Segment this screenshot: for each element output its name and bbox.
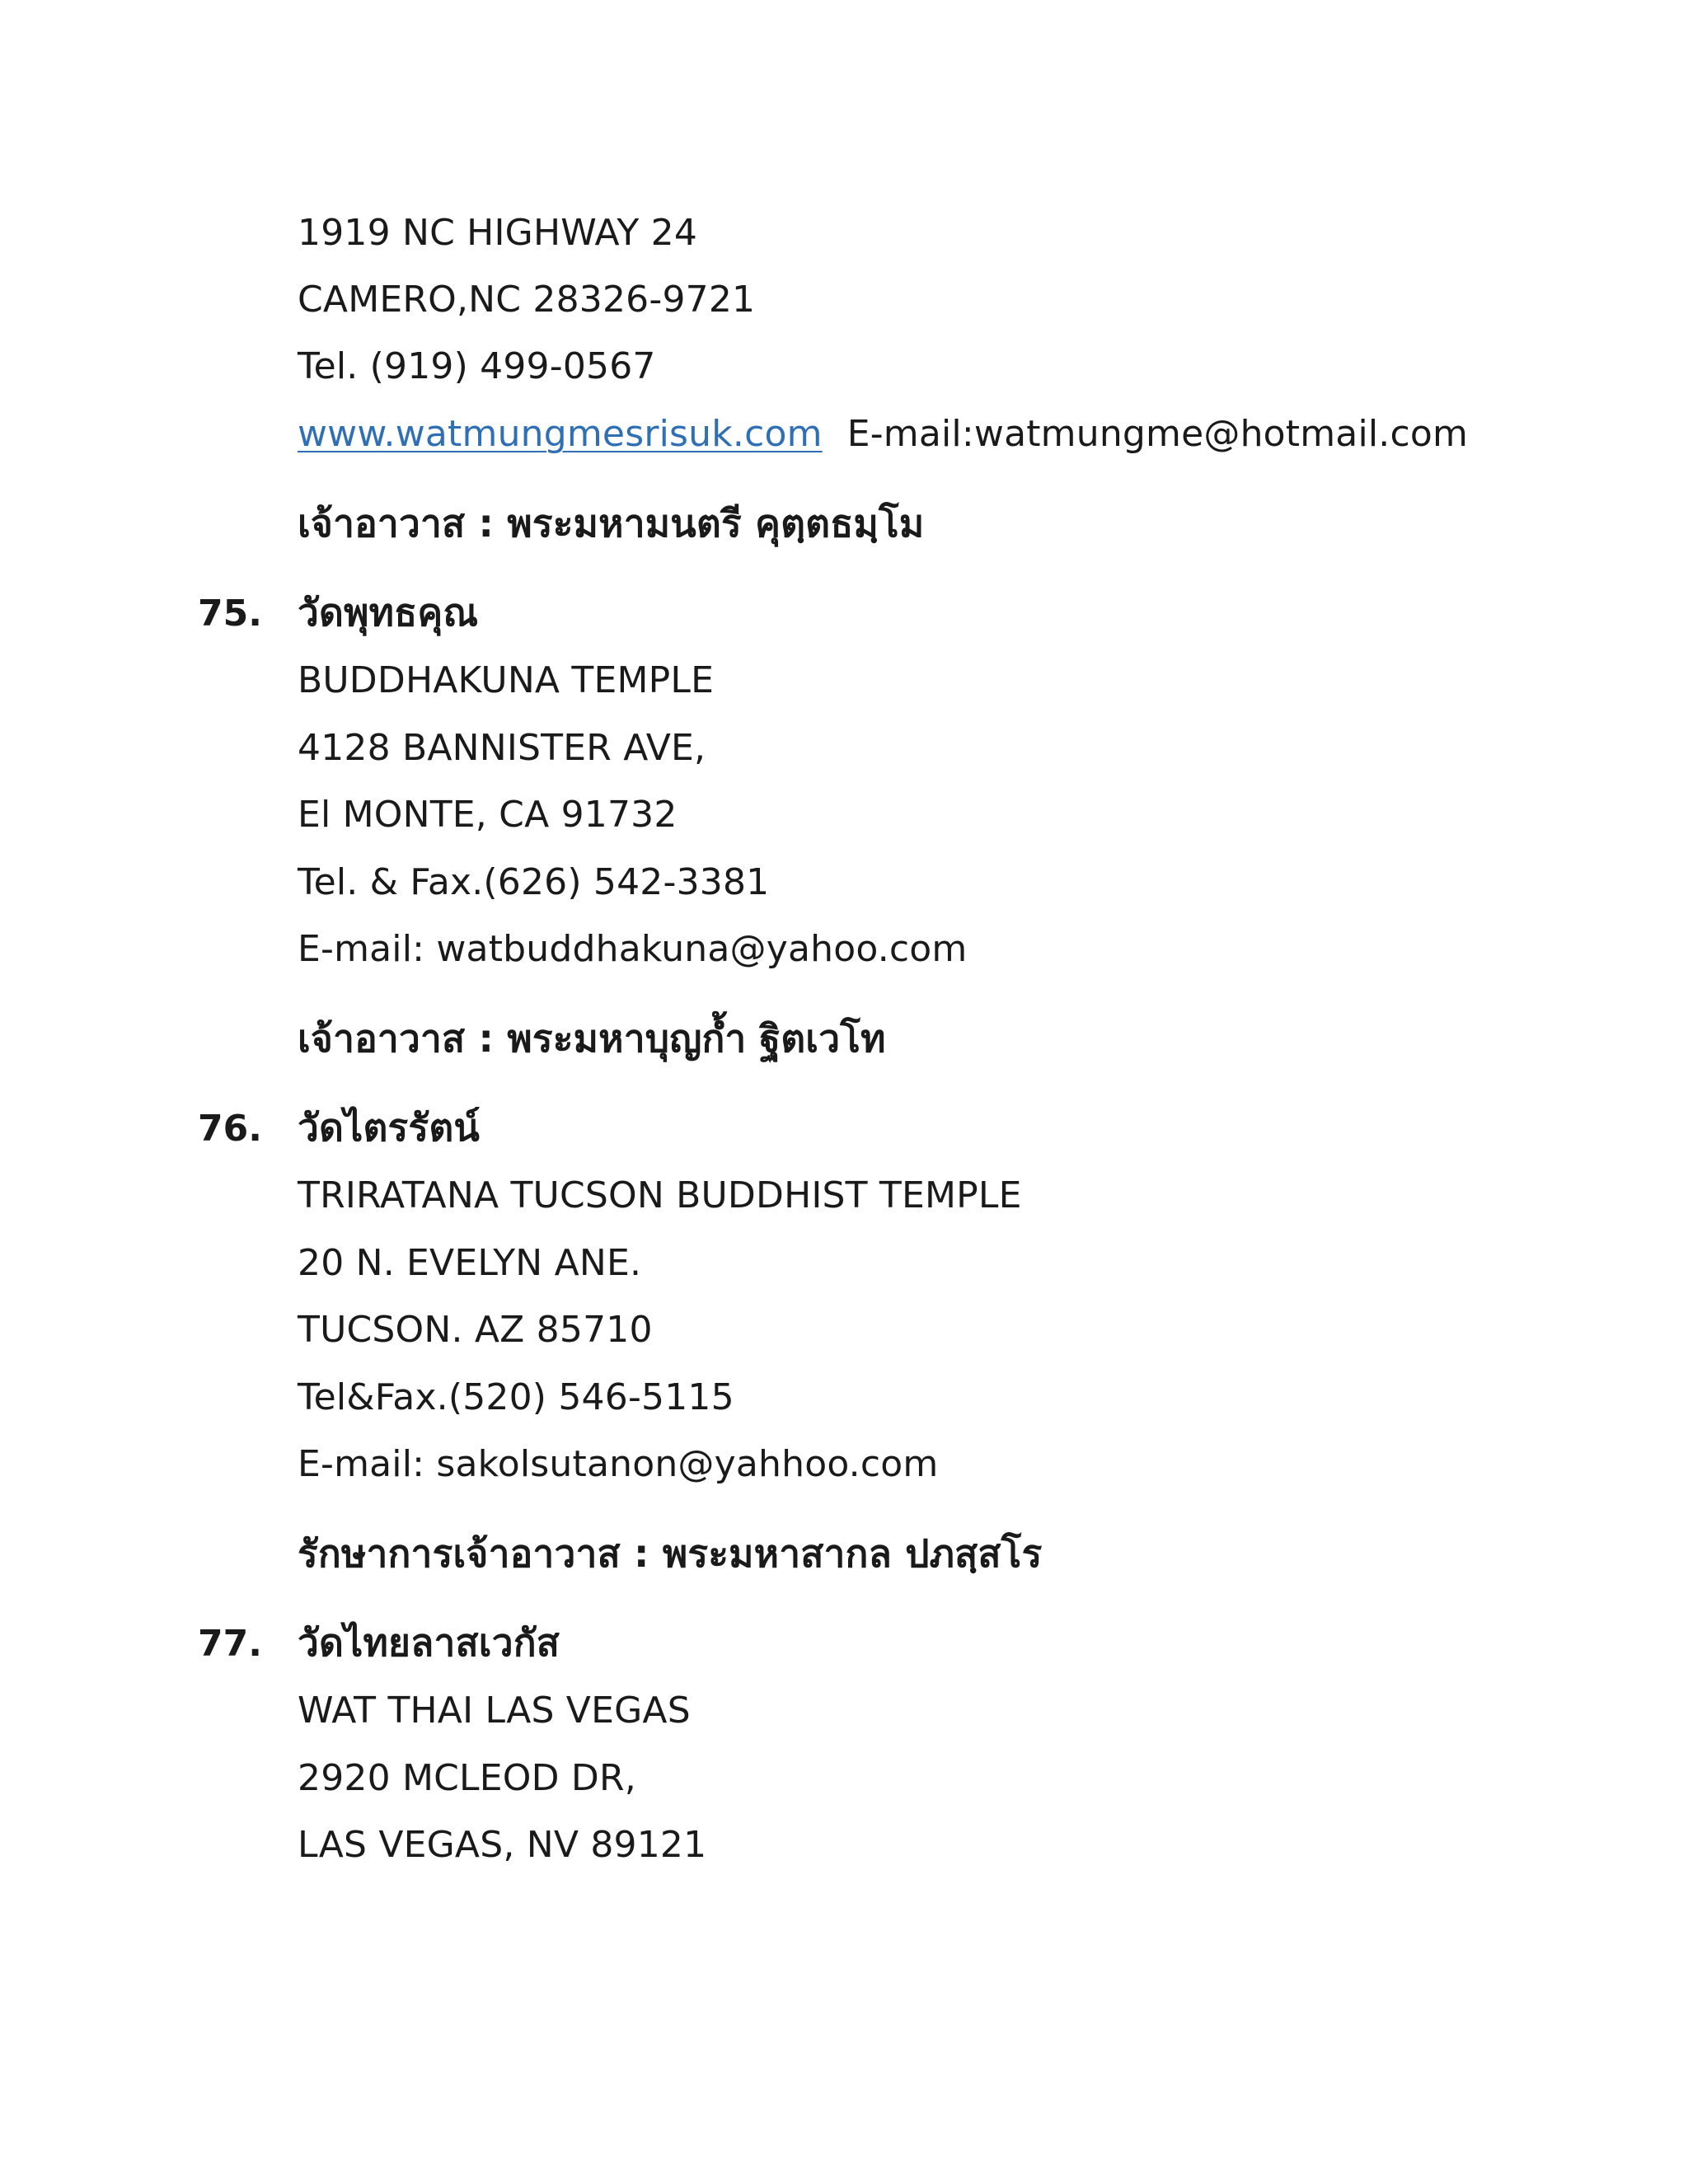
- entry-76-english-name: TRIRATANA TUCSON BUDDHIST TEMPLE: [298, 1174, 1022, 1216]
- intro-address-line2: CAMERO,NC 28326-9721: [298, 279, 756, 321]
- entry-75-phone: Tel. & Fax.(626) 542-3381: [298, 861, 770, 903]
- entry-76-email: E-mail: sakolsutanon@yahhoo.com: [298, 1443, 939, 1485]
- entry-75-address-line2: El MONTE, CA 91732: [298, 794, 678, 836]
- intro-website-link[interactable]: www.watmungmesrisuk.com: [298, 413, 823, 455]
- entry-76-address-line2: TUCSON. AZ 85710: [298, 1309, 653, 1351]
- entry-75-number: 75.: [198, 593, 262, 635]
- intro-abbot: เจ้าอาวาส : พระมหามนตรี คุตฺตธมฺโม: [298, 501, 925, 546]
- entry-75-email: E-mail: watbuddhakuna@yahoo.com: [298, 928, 968, 970]
- intro-email: E-mail:watmungme@hotmail.com: [846, 413, 1469, 455]
- entry-77-number: 77.: [198, 1623, 262, 1665]
- entry-76-thai-name: วัดไตรรัตน์: [298, 1105, 481, 1150]
- entry-76-phone: Tel&Fax.(520) 546-5115: [298, 1376, 734, 1418]
- entry-76-number: 76.: [198, 1108, 262, 1150]
- entry-76-address-line1: 20 N. EVELYN ANE.: [298, 1242, 642, 1284]
- entry-76-abbot: รักษาการเจ้าอาวาส : พระมหาสากล ปภสฺสโร: [298, 1531, 1043, 1576]
- entry-77-address-line1: 2920 MCLEOD DR,: [298, 1757, 636, 1799]
- entry-75-address-line1: 4128 BANNISTER AVE,: [298, 727, 706, 769]
- entry-75-thai-name: วัดพุทธคุณ: [298, 590, 479, 635]
- entry-75-english-name: BUDDHAKUNA TEMPLE: [298, 659, 715, 701]
- intro-address-line1: 1919 NC HIGHWAY 24: [298, 212, 698, 254]
- entry-77-thai-name: วัดไทยลาสเวกัส: [298, 1620, 560, 1665]
- intro-phone: Tel. (919) 499-0567: [298, 345, 656, 387]
- entry-77-english-name: WAT THAI LAS VEGAS: [298, 1690, 691, 1732]
- intro-contact-line: [298, 410, 1468, 459]
- entry-77-address-line2: LAS VEGAS, NV 89121: [298, 1824, 707, 1866]
- entry-75-abbot: เจ้าอาวาส : พระมหาบุญก้ำ ฐิตเวโท: [298, 1016, 886, 1061]
